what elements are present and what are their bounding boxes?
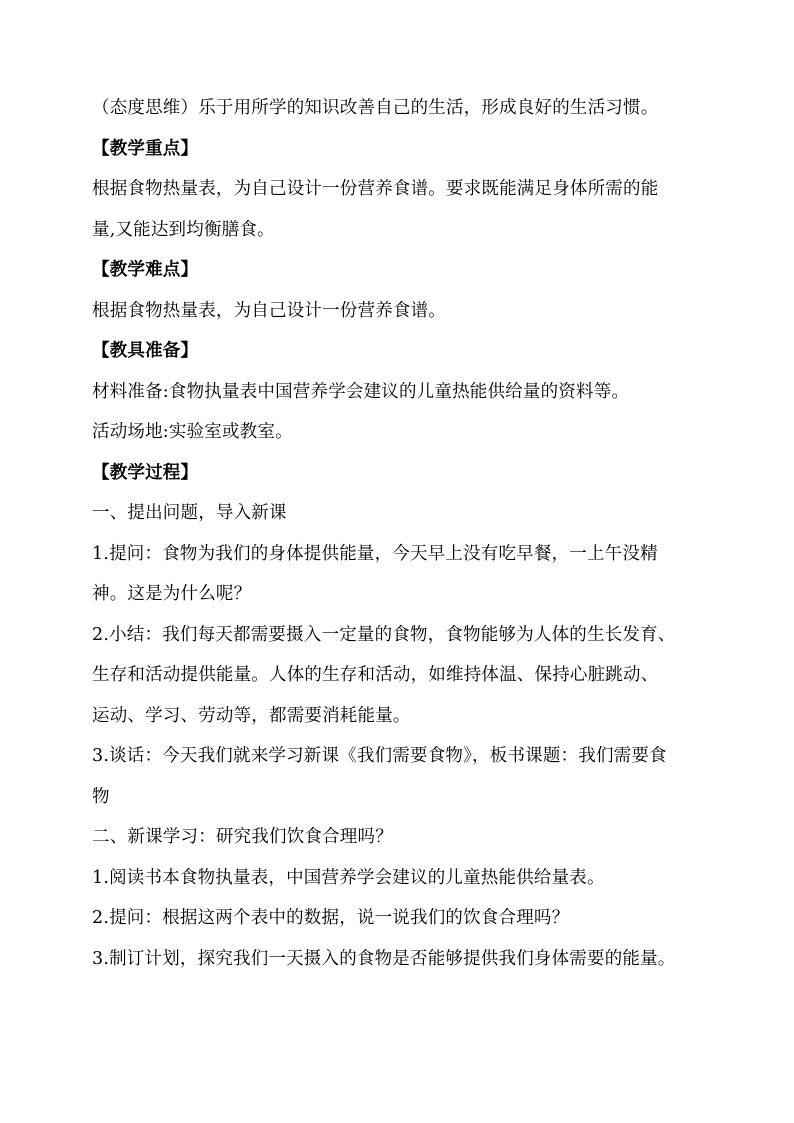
text-line-focus-2: 量,又能达到均衡膳食。 bbox=[92, 219, 275, 240]
text-line-difficulty: 根据食物热量表，为自己设计一份营养食谱。 bbox=[92, 300, 446, 321]
heading-teaching-process: 【教学过程】 bbox=[92, 462, 199, 483]
text-line-summary-2a: 2.小结：我们每天都需要摄入一定量的食物，食物能够为人体的生长发育、 bbox=[92, 624, 676, 645]
section-title-1: 一、提出问题，导入新课 bbox=[92, 503, 287, 523]
text-line-venue: 活动场地:实验室或教室。 bbox=[92, 422, 293, 442]
text-line-focus-1: 根据食物热量表，为自己设计一份营养食谱。要求既能满足身体所需的能 bbox=[92, 179, 659, 199]
text-line-question-1a: 1.提问：食物为我们的身体提供能量，今天早上没有吃早餐，一上午没精 bbox=[92, 543, 658, 564]
document-page bbox=[92, 97, 712, 988]
text-line-question-1b: 神。这是为什么呢？ bbox=[92, 584, 252, 604]
text-line-talk-3a: 3.谈话：今天我们就来学习新课《我们需要食物》，板书课题：我们需要食 bbox=[92, 746, 667, 766]
text-line-materials: 材料准备:食物执量表中国营养学会建议的儿童热能供给量的资料等。 bbox=[92, 381, 630, 402]
text-line-plan-3: 3.制订计划，探究我们一天摄入的食物是否能够提供我们身体需要的能量。 bbox=[92, 948, 676, 969]
text-line-ask-2: 2.提问：根据这两个表中的数据，说一说我们的饮食合理吗？ bbox=[92, 908, 570, 928]
text-line-read-1: 1.阅读书本食物执量表，中国营养学会建议的儿童热能供给量表。 bbox=[92, 867, 605, 888]
section-title-2: 二、新课学习：研究我们饮食合理吗？ bbox=[92, 827, 393, 847]
text-line-attitude: （态度思维）乐于用所学的知识改善自己的生活，形成良好的生活习惯。 bbox=[92, 98, 659, 118]
heading-teaching-difficulty: 【教学难点】 bbox=[92, 260, 199, 280]
text-line-summary-2b: 生存和活动提供能量。人体的生存和活动，如维持体温、保持心脏跳动、 bbox=[92, 665, 659, 685]
text-line-talk-3b: 物 bbox=[92, 786, 110, 807]
heading-teaching-materials: 【教具准备】 bbox=[92, 341, 199, 361]
text-line-summary-2c: 运动、学习、劳动等，都需要消耗能量。 bbox=[92, 705, 411, 726]
heading-teaching-focus: 【教学重点】 bbox=[92, 138, 199, 159]
